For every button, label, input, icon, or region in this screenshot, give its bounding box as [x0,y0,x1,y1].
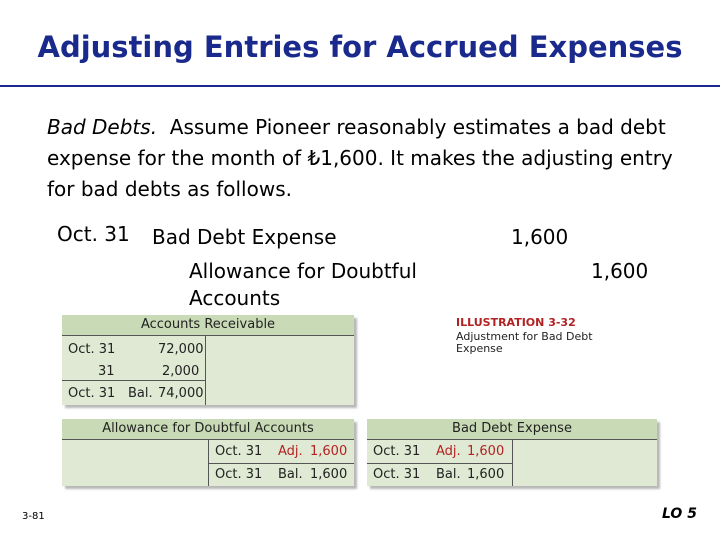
cell-label: Bal. [436,467,461,482]
journal-credit-account-line2: Accounts [189,286,281,310]
cell-amount: 1,600 [310,467,348,482]
illustration-title: ILLUSTRATION 3-32 [456,316,576,329]
cell-amount: 2,000 [162,364,200,379]
cell-date: Oct. 31 [215,444,263,459]
t-account-title: Accounts Receivable [62,315,354,335]
balance-rule [367,463,512,464]
slide-title: Adjusting Entries for Accrued Expenses [37,30,683,64]
balance-rule [62,380,205,381]
illustration-caption: Adjustment for Bad Debt Expense [456,330,593,355]
journal-date: Oct. 31 [57,222,130,246]
cell-amount: 1,600 [467,467,505,482]
journal-credit-account-line1: Allowance for Doubtful [189,259,417,283]
cell-date: Oct. 31 [373,467,421,482]
balance-rule [208,463,354,464]
title-underline [0,85,720,87]
journal-debit-account: Bad Debt Expense [152,225,337,249]
journal-credit-amount: 1,600 [591,259,649,283]
t-account-top-rule [62,335,354,336]
body-paragraph [47,112,677,205]
cell-date: 31 [98,364,115,379]
cell-label: Bal. [128,386,153,401]
cell-label: Adj. [436,444,461,459]
journal-debit-amount: 1,600 [511,225,569,249]
cell-amount: 72,000 [158,342,204,357]
t-account-divider [205,335,206,405]
cell-amount: 1,600 [467,444,505,459]
t-account-title: Allowance for Doubtful Accounts [62,419,354,439]
cell-label: Adj. [278,444,303,459]
slide-number: 3-81 [22,511,45,522]
cell-amount: 74,000 [158,386,204,401]
t-account-allowance [62,419,354,486]
t-account-divider [512,439,513,486]
cell-label: Bal. [278,467,303,482]
t-account-bad-debt-expense [367,419,657,486]
cell-date: Oct. 31 [68,386,116,401]
t-account-accounts-receivable [62,315,354,405]
cell-date: Oct. 31 [215,467,263,482]
cell-amount: 1,600 [310,444,348,459]
body-text: Assume Pioneer reasonably estimates a bad debt expense for the month of ₺1,600. It makes the adjusting entry for bad debts as follows. [47,115,673,201]
learning-objective: LO 5 [662,506,697,522]
cell-date: Oct. 31 [68,342,116,357]
t-account-title: Bad Debt Expense [367,419,657,439]
body-lead: Bad Debts. [47,115,158,139]
cell-date: Oct. 31 [373,444,421,459]
